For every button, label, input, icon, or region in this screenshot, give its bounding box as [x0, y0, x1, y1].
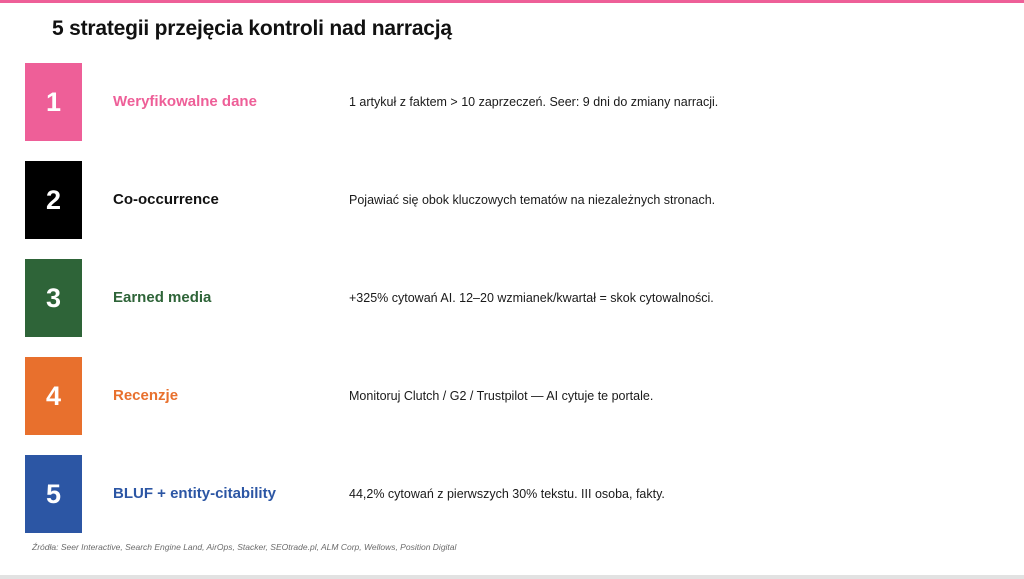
- strategy-name: BLUF + entity-citability: [113, 485, 276, 502]
- strategy-description: Monitoruj Clutch / G2 / Trustpilot — AI cytuje te portale.: [349, 389, 654, 403]
- slide-title: 5 strategii przejęcia kontroli nad narracją: [52, 17, 452, 40]
- strategy-row-3: [0, 259, 1024, 337]
- strategy-name: Weryfikowalne dane: [113, 93, 257, 110]
- strategy-description: 1 artykuł z faktem > 10 zaprzeczeń. Seer: 9 dni do zmiany narracji.: [349, 95, 719, 109]
- strategy-description: +325% cytowań AI. 12–20 wzmianek/kwartał = skok cytowalności.: [349, 291, 714, 305]
- strategy-number-box: 5: [25, 455, 82, 533]
- strategy-number-box: 3: [25, 259, 82, 337]
- strategy-name: Recenzje: [113, 387, 179, 404]
- strategy-number-box: 4: [25, 357, 82, 435]
- sources-footnote: Źródła: Seer Interactive, Search Engine Land, AirOps, Stacker, SEOtrade.pl, ALM Corp, Wellows, Position Digital: [32, 542, 457, 552]
- bottom-divider: [0, 575, 1024, 579]
- strategy-number-box: 1: [25, 63, 82, 141]
- strategy-number-box: 2: [25, 161, 82, 239]
- strategy-row-1: [0, 63, 1024, 141]
- strategy-description: 44,2% cytowań z pierwszych 30% tekstu. III osoba, fakty.: [349, 487, 665, 501]
- top-accent-bar: [0, 0, 1024, 3]
- strategy-row-5: [0, 455, 1024, 533]
- strategy-description: Pojawiać się obok kluczowych tematów na niezależnych stronach.: [349, 193, 716, 207]
- strategy-name: Co-occurrence: [113, 191, 219, 208]
- strategy-row-4: [0, 357, 1024, 435]
- strategy-name: Earned media: [113, 289, 212, 306]
- strategy-row-2: [0, 161, 1024, 239]
